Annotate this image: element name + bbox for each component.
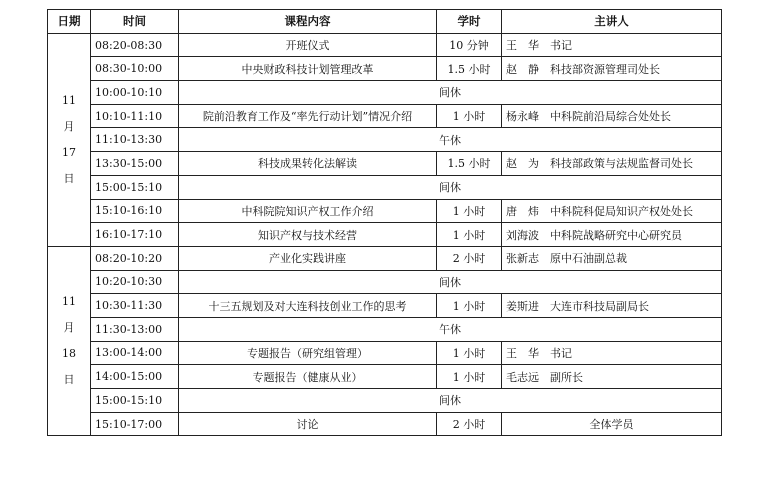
break-cell: 午休	[179, 128, 722, 152]
date-char: 月	[63, 321, 75, 335]
course-cell: 中央财政科技计划管理改革	[179, 57, 437, 81]
break-row	[48, 175, 722, 199]
time-cell: 10:00-10:10	[91, 81, 179, 105]
time-cell: 14:00-15:00	[91, 365, 179, 389]
header-course: 课程内容	[179, 10, 437, 34]
date-char: 17	[62, 145, 76, 159]
table-row	[48, 223, 722, 247]
hours-cell: 1.5 小时	[437, 152, 502, 176]
hours-cell: 10 分钟	[437, 33, 502, 57]
table-row	[48, 104, 722, 128]
time-cell: 08:20-10:20	[91, 246, 179, 270]
table-row	[48, 246, 722, 270]
table-row	[48, 57, 722, 81]
hours-cell: 1 小时	[437, 223, 502, 247]
course-cell: 院前沿教育工作及“率先行动计划”情况介绍	[179, 104, 437, 128]
course-cell: 讨论	[179, 412, 437, 436]
break-cell: 午休	[179, 317, 722, 341]
speaker-cell: 王 华 书记	[502, 341, 722, 365]
date-char: 日	[63, 373, 75, 387]
speaker-cell: 全体学员	[502, 412, 722, 436]
time-cell: 11:10-13:30	[91, 128, 179, 152]
speaker-cell: 杨永峰 中科院前沿局综合处处长	[502, 104, 722, 128]
time-cell: 15:00-15:10	[91, 175, 179, 199]
break-row	[48, 128, 722, 152]
time-cell: 08:30-10:00	[91, 57, 179, 81]
speaker-cell: 毛志远 副所长	[502, 365, 722, 389]
time-cell: 15:00-15:10	[91, 389, 179, 413]
hours-cell: 2 小时	[437, 246, 502, 270]
time-cell: 10:30-11:30	[91, 294, 179, 318]
date-char: 11	[62, 295, 76, 309]
hours-cell: 2 小时	[437, 412, 502, 436]
time-cell: 16:10-17:10	[91, 223, 179, 247]
speaker-cell: 姜斯进 大连市科技局副局长	[502, 294, 722, 318]
speaker-cell: 张新志 原中石油副总裁	[502, 246, 722, 270]
speaker-cell: 赵 静 科技部资源管理司处长	[502, 57, 722, 81]
table-row	[48, 199, 722, 223]
course-cell: 知识产权与技术经营	[179, 223, 437, 247]
hours-cell: 1.5 小时	[437, 57, 502, 81]
speaker-cell: 赵 为 科技部政策与法规监督司处长	[502, 152, 722, 176]
course-cell: 产业化实践讲座	[179, 246, 437, 270]
break-cell: 间休	[179, 270, 722, 294]
course-cell: 十三五规划及对大连科技创业工作的思考	[179, 294, 437, 318]
course-cell: 开班仪式	[179, 33, 437, 57]
table-row	[48, 152, 722, 176]
time-cell: 15:10-17:00	[91, 412, 179, 436]
course-cell: 科技成果转化法解读	[179, 152, 437, 176]
time-cell: 11:30-13:00	[91, 317, 179, 341]
schedule-table	[47, 9, 722, 436]
time-cell: 15:10-16:10	[91, 199, 179, 223]
table-row	[48, 365, 722, 389]
time-cell: 13:30-15:00	[91, 152, 179, 176]
date-char: 月	[63, 119, 75, 133]
hours-cell: 1 小时	[437, 365, 502, 389]
date-char: 18	[62, 347, 76, 361]
date-cell	[48, 33, 91, 246]
hours-cell: 1 小时	[437, 199, 502, 223]
header-hours: 学时	[437, 10, 502, 34]
schedule-body	[48, 33, 722, 436]
time-cell: 13:00-14:00	[91, 341, 179, 365]
time-cell: 10:10-11:10	[91, 104, 179, 128]
header-row	[48, 10, 722, 34]
break-cell: 间休	[179, 175, 722, 199]
hours-cell: 1 小时	[437, 294, 502, 318]
time-cell: 08:20-08:30	[91, 33, 179, 57]
time-cell: 10:20-10:30	[91, 270, 179, 294]
header-time: 时间	[91, 10, 179, 34]
break-row	[48, 317, 722, 341]
table-row	[48, 341, 722, 365]
table-row	[48, 412, 722, 436]
course-cell: 专题报告（健康从业）	[179, 365, 437, 389]
course-cell: 专题报告（研究组管理）	[179, 341, 437, 365]
speaker-cell: 王 华 书记	[502, 33, 722, 57]
break-row	[48, 270, 722, 294]
table-row	[48, 33, 722, 57]
header-date: 日期	[48, 10, 91, 34]
break-cell: 间休	[179, 389, 722, 413]
table-row	[48, 294, 722, 318]
break-row	[48, 81, 722, 105]
course-cell: 中科院院知识产权工作介绍	[179, 199, 437, 223]
date-char: 日	[63, 171, 75, 185]
break-cell: 间休	[179, 81, 722, 105]
date-cell	[48, 246, 91, 436]
speaker-cell: 唐 炜 中科院科促局知识产权处处长	[502, 199, 722, 223]
hours-cell: 1 小时	[437, 104, 502, 128]
speaker-cell: 刘海波 中科院战略研究中心研究员	[502, 223, 722, 247]
date-char: 11	[62, 93, 76, 107]
break-row	[48, 389, 722, 413]
header-speaker: 主讲人	[502, 10, 722, 34]
hours-cell: 1 小时	[437, 341, 502, 365]
